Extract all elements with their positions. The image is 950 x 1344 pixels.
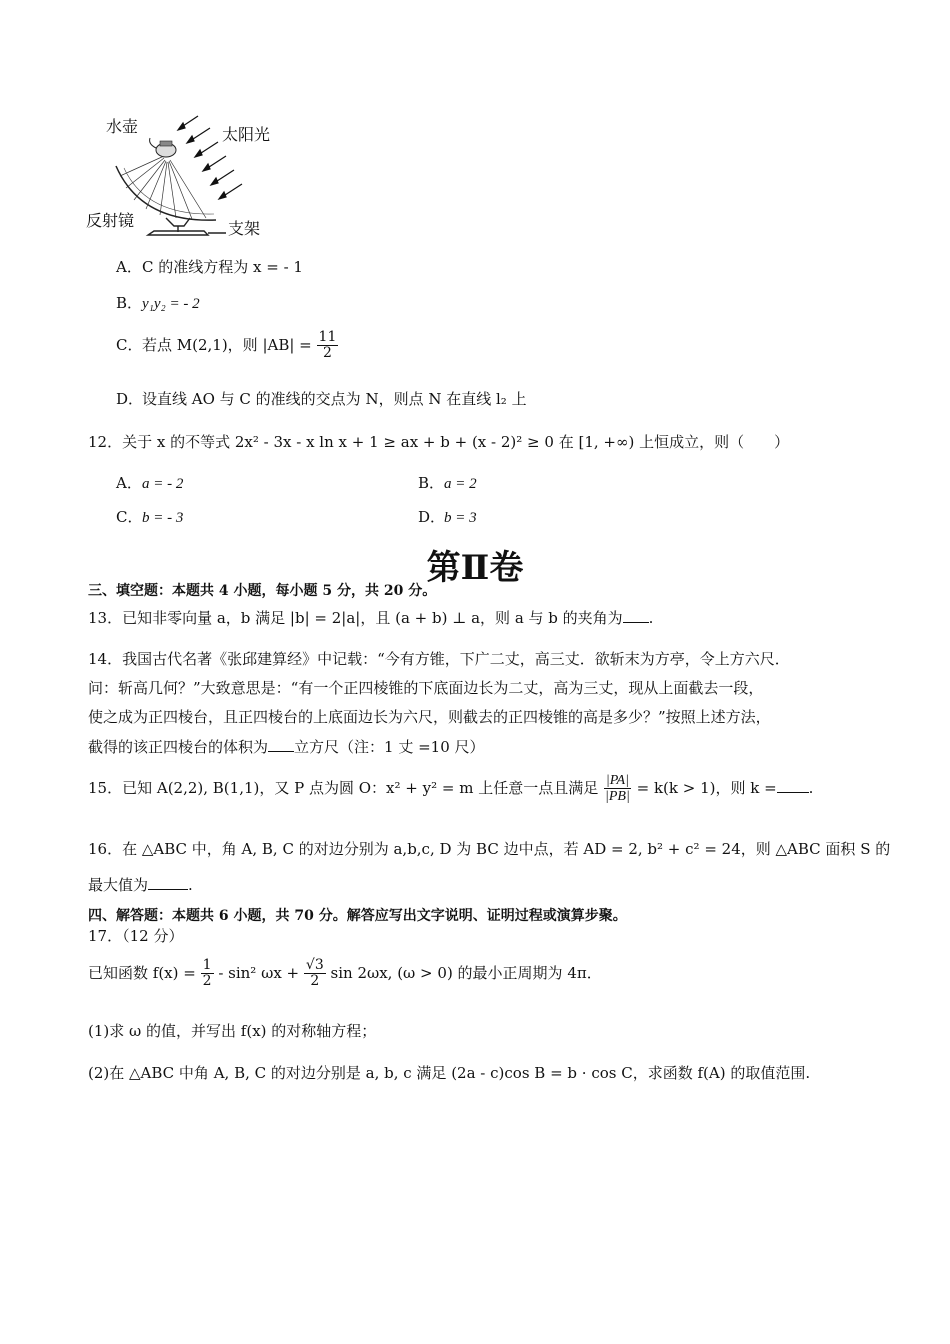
kettle-icon bbox=[150, 138, 176, 157]
option-text: b = - 3 bbox=[142, 510, 184, 526]
q11-option-c bbox=[116, 330, 338, 362]
option-text: a = 2 bbox=[444, 476, 477, 492]
q17-header: 17．（12 分） bbox=[88, 927, 184, 945]
answer-blank bbox=[777, 778, 809, 793]
answer-blank bbox=[148, 875, 188, 890]
q15-fraction bbox=[603, 773, 632, 805]
q12-option-d bbox=[418, 506, 477, 527]
denominator: 2 bbox=[323, 345, 332, 362]
option-label: A． bbox=[116, 258, 142, 276]
numerator: 11 bbox=[318, 329, 337, 345]
q15-pre: 15．已知 A(2,2), B(1,1)，又 P 点为圆 O：x² + y² = m 上任意一点且满足 bbox=[88, 778, 599, 797]
q16-line2: 最大值为 . bbox=[88, 876, 193, 894]
q13-text: 13．已知非零向量 a，b 满足 |b| = 2|a|，且 (a + b) ⊥ a，则 a 与 b 的夹角为 . bbox=[88, 609, 654, 627]
q12-option-c bbox=[116, 506, 183, 527]
label-stand: 支架 bbox=[228, 219, 261, 238]
numerator: √3 bbox=[305, 957, 324, 973]
q14-line4-pre: 截得的该正四棱台的体积为 bbox=[88, 738, 269, 756]
part2-title: 第Ⅱ卷 bbox=[426, 548, 524, 588]
q11-option-a bbox=[116, 256, 303, 277]
option-text: 设直线 AO 与 C 的准线的交点为 N，则点 N 在直线 l₂ 上 bbox=[142, 390, 527, 408]
section3-heading: 三、填空题：本题共 4 小题，每小题 5 分，共 20 分。 bbox=[88, 583, 437, 599]
answer-blank bbox=[623, 608, 649, 623]
q16-line2-pre: 最大值为 bbox=[88, 876, 149, 894]
option-text: C 的准线方程为 x = - 1 bbox=[142, 258, 303, 276]
q17-part2: (2)在 △ABC 中角 A, B, C 的对边分别是 a, b, c 满足 (2a - c)cos B = b · cos C，求函数 f(A) 的取值范围. bbox=[88, 1064, 811, 1082]
fraction bbox=[317, 330, 339, 362]
q17-part1: (1)求 ω 的值，并写出 f(x) 的对称轴方程； bbox=[88, 1022, 377, 1040]
option-text: a = - 2 bbox=[142, 476, 184, 492]
answer-blank bbox=[268, 737, 294, 752]
root3-fraction bbox=[304, 958, 326, 990]
option-label: D． bbox=[418, 508, 446, 526]
option-text: 若点 M(2,1)，则 |AB| = bbox=[142, 335, 312, 354]
option-label: B． bbox=[418, 474, 445, 492]
q13-stem: 13．已知非零向量 a，b 满足 |b| = 2|a|，且 (a + b) ⊥ a，则 a 与 b 的夹角为 bbox=[88, 609, 623, 627]
denominator: |PB| bbox=[605, 789, 630, 805]
option-label: C． bbox=[116, 508, 143, 526]
q12-option-a bbox=[116, 472, 183, 493]
label-kettle: 水壶 bbox=[106, 117, 139, 136]
q17-stem-mid: - sin² ωx + bbox=[218, 963, 300, 982]
option-label: C． bbox=[116, 335, 143, 354]
q12-option-b bbox=[418, 472, 477, 493]
label-mirror: 反射镜 bbox=[86, 211, 135, 230]
q15-post: = k(k > 1)，则 k = bbox=[636, 778, 777, 797]
label-sunlight: 太阳光 bbox=[222, 125, 271, 144]
option-text: y₁y₂ = - 2 bbox=[142, 296, 200, 312]
half-fraction bbox=[201, 958, 214, 990]
denominator: 2 bbox=[202, 973, 212, 990]
option-label: A． bbox=[116, 474, 142, 492]
q14-line3: 使之成为正四棱台，且正四棱台的上底面边长为六尺，则截去的正四棱锥的高是多少？”按照上述方法， bbox=[88, 708, 771, 726]
q12-stem: 12．关于 x 的不等式 2x² - 3x - x ln x + 1 ≥ ax + b + (x - 2)² ≥ 0 在 [1, +∞) 上恒成立，则（ ） bbox=[88, 433, 790, 451]
q11-option-b bbox=[116, 292, 200, 313]
q16-line1: 16．在 △ABC 中，角 A, B, C 的对边分别为 a,b,c, D 为 BC 边中点，若 AD = 2, b² + c² = 24，则 △ABC 面积 S 的 bbox=[88, 840, 891, 858]
q17-stem-post: sin 2ωx, (ω > 0) 的最小正周期为 4π． bbox=[330, 963, 602, 982]
option-label: B． bbox=[116, 294, 143, 312]
option-label: D． bbox=[116, 390, 144, 408]
section4-heading: 四、解答题：本题共 6 小题，共 70 分。解答应写出文字说明、证明过程或演算步聚。 bbox=[88, 908, 627, 924]
numerator: |PA| bbox=[605, 773, 629, 788]
q17-stem bbox=[88, 958, 602, 990]
solar-cooker-diagram bbox=[86, 108, 286, 243]
denominator: 2 bbox=[310, 973, 320, 990]
q14-line4-post: 立方尺（注：1 丈 =10 尺） bbox=[294, 738, 485, 756]
q14-line4 bbox=[88, 736, 485, 757]
q14-line1: 14．我国古代名著《张邱建算经》中记载：“今有方锥，下广二丈，高三丈．欲斩末为方亭，令上方六尺． bbox=[88, 650, 790, 668]
q14-line2: 问：斩高几何？”大致意思是：“有一个正四棱锥的下底面边长为二丈，高为三丈，现从上面截去一段， bbox=[88, 679, 764, 697]
numerator: 1 bbox=[202, 957, 212, 973]
q17-stem-pre: 已知函数 f(x) = bbox=[88, 963, 196, 982]
q11-option-d bbox=[116, 388, 527, 409]
option-text: b = 3 bbox=[444, 510, 477, 526]
q15-text: 15．已知 A(2,2), B(1,1)，又 P 点为圆 O：x² + y² = m 上任意一点且满足 $\frac{|PA|}{|PB|}$ = k(k > 1)，则 k = . bbox=[88, 773, 814, 805]
